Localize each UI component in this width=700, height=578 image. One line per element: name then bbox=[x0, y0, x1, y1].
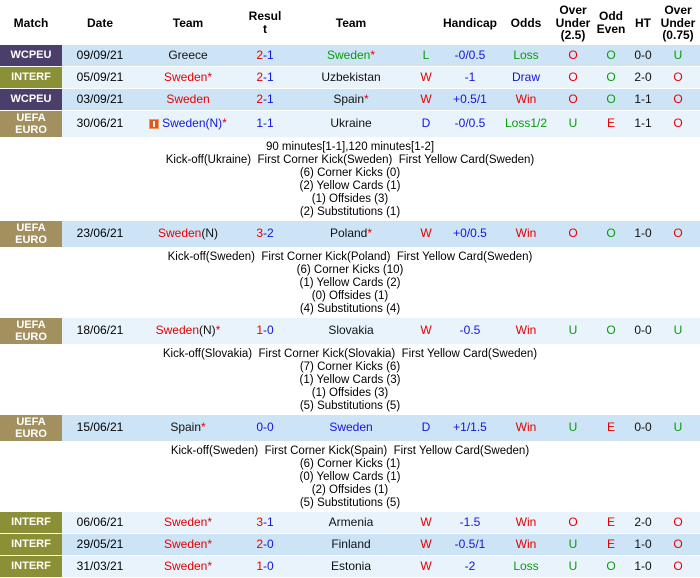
team-text-segment: -1 bbox=[263, 91, 274, 106]
handicap-value: -1 bbox=[442, 67, 498, 88]
team-text-segment: Sweden bbox=[163, 536, 208, 551]
over-under-0-75-result: O bbox=[656, 534, 700, 555]
over-under-0-75-result: O bbox=[656, 89, 700, 110]
handicap-value: -0.5 bbox=[442, 318, 498, 344]
odds-result: Win bbox=[498, 534, 554, 555]
over-under-0-75-result: U bbox=[656, 318, 700, 344]
match-score bbox=[238, 45, 292, 66]
odd-even-result: O bbox=[592, 67, 630, 88]
over-under-2-5-result: U bbox=[554, 556, 592, 577]
col-header-odds: Odds bbox=[510, 15, 542, 30]
away-team[interactable] bbox=[292, 556, 410, 577]
odds-result: Win bbox=[498, 318, 554, 344]
home-team[interactable] bbox=[138, 221, 238, 247]
odds-result: Draw bbox=[498, 67, 554, 88]
half-time-score: 0-0 bbox=[630, 318, 656, 344]
team-text-segment: -2 bbox=[263, 226, 274, 240]
league-badge[interactable]: UEFA EURO bbox=[0, 221, 62, 247]
away-team[interactable] bbox=[292, 415, 410, 441]
team-text-segment: -0 bbox=[263, 323, 274, 337]
team-text-segment: -1 bbox=[263, 69, 274, 84]
team-text-segment: Spain bbox=[333, 91, 365, 106]
detail-line-stat: (1) Yellow Cards (3) bbox=[299, 373, 401, 386]
detail-line-kickoff: Kick-off(Ukraine) First Corner Kick(Sweden) First Yellow Card(Sweden) bbox=[165, 153, 535, 166]
team-text-segment: Sweden bbox=[163, 514, 208, 529]
match-details bbox=[0, 138, 700, 221]
over-under-0-75-result: U bbox=[656, 45, 700, 66]
detail-line-stat: (2) Yellow Cards (1) bbox=[299, 179, 401, 192]
team-text-segment: * bbox=[367, 226, 373, 240]
team-text-segment: Sweden bbox=[163, 69, 208, 84]
odds-result: Win bbox=[498, 512, 554, 533]
team-text-segment: Estonia bbox=[330, 558, 372, 573]
team-text-segment: Spain bbox=[170, 420, 202, 434]
team-text-segment: 0-0 bbox=[256, 420, 274, 434]
league-badge[interactable]: UEFA EURO bbox=[0, 415, 62, 441]
match-date: 06/06/21 bbox=[62, 512, 138, 533]
away-team[interactable] bbox=[292, 512, 410, 533]
league-badge[interactable]: WCPEU bbox=[0, 89, 62, 110]
league-badge[interactable]: UEFA EURO bbox=[0, 111, 62, 137]
team-text-segment: 3 bbox=[256, 514, 263, 529]
result-letter: W bbox=[410, 512, 442, 533]
team-text-segment: Sweden(N) bbox=[162, 116, 223, 130]
match-score bbox=[238, 415, 292, 441]
handicap-value: -2 bbox=[442, 556, 498, 577]
half-time-score: 2-0 bbox=[630, 67, 656, 88]
over-under-2-5-result: U bbox=[554, 111, 592, 137]
home-team[interactable] bbox=[138, 556, 238, 577]
detail-line-stat: (1) Offsides (3) bbox=[311, 386, 389, 399]
team-text-segment: Sweden bbox=[329, 420, 373, 434]
match-row[interactable] bbox=[0, 512, 700, 533]
team-text-segment: 1-1 bbox=[256, 116, 274, 130]
table-header-row bbox=[0, 0, 700, 45]
col-header-wld bbox=[410, 4, 442, 42]
team-text-segment: Sweden bbox=[166, 91, 210, 106]
over-under-2-5-result: U bbox=[554, 318, 592, 344]
detail-line-stat: (6) Corner Kicks (0) bbox=[299, 166, 401, 179]
match-row[interactable] bbox=[0, 318, 700, 344]
result-letter: D bbox=[410, 111, 442, 137]
col-header-result: Result bbox=[248, 9, 282, 36]
team-text-segment: * bbox=[207, 558, 213, 573]
handicap-value: -0/0.5 bbox=[442, 45, 498, 66]
team-text-segment: Sweden bbox=[157, 226, 202, 240]
card-icon bbox=[149, 119, 159, 129]
match-row[interactable] bbox=[0, 221, 700, 247]
match-date: 09/09/21 bbox=[62, 45, 138, 66]
home-team[interactable] bbox=[138, 318, 238, 344]
over-under-0-75-result: O bbox=[656, 512, 700, 533]
team-text-segment: -0 bbox=[263, 558, 274, 573]
away-team[interactable] bbox=[292, 534, 410, 555]
half-time-score: 1-1 bbox=[630, 111, 656, 137]
handicap-value: +0.5/1 bbox=[442, 89, 498, 110]
team-text-segment: * bbox=[201, 420, 206, 434]
over-under-2-5-result: O bbox=[554, 45, 592, 66]
team-text-segment: Sweden bbox=[326, 47, 371, 62]
detail-line-kickoff: Kick-off(Sweden) First Corner Kick(Spain) First Yellow Card(Sweden) bbox=[170, 444, 530, 457]
result-letter: D bbox=[410, 415, 442, 441]
team-text-segment: 2 bbox=[256, 47, 263, 62]
half-time-score: 1-0 bbox=[630, 221, 656, 247]
team-text-segment: -1 bbox=[263, 47, 274, 62]
odd-even-result: O bbox=[592, 89, 630, 110]
league-badge[interactable]: INTERF bbox=[0, 556, 62, 577]
detail-line-kickoff: Kick-off(Sweden) First Corner Kick(Poland) First Yellow Card(Sweden) bbox=[167, 250, 533, 263]
match-row[interactable] bbox=[0, 111, 700, 137]
team-text-segment: Greece bbox=[168, 47, 208, 62]
over-under-2-5-result: U bbox=[554, 534, 592, 555]
match-date: 30/06/21 bbox=[62, 111, 138, 137]
home-team[interactable] bbox=[138, 89, 238, 110]
league-badge[interactable]: INTERF bbox=[0, 67, 62, 88]
match-date: 05/09/21 bbox=[62, 67, 138, 88]
detail-line-stat: (1) Offsides (3) bbox=[311, 192, 389, 205]
detail-line-stat: (2) Offsides (1) bbox=[311, 483, 389, 496]
odd-even-result: E bbox=[592, 512, 630, 533]
half-time-score: 1-0 bbox=[630, 534, 656, 555]
col-header-over-under-0-75: Over Under (0.75) bbox=[660, 3, 696, 42]
team-text-segment: * bbox=[207, 69, 213, 84]
away-team[interactable] bbox=[292, 318, 410, 344]
team-text-segment: -0 bbox=[263, 536, 274, 551]
team-text-segment: 1 bbox=[256, 323, 263, 337]
team-text-segment: Sweden bbox=[163, 558, 208, 573]
team-text-segment: -1 bbox=[263, 514, 274, 529]
league-badge[interactable]: INTERF bbox=[0, 534, 62, 555]
away-team[interactable] bbox=[292, 45, 410, 66]
team-text-segment: 2 bbox=[256, 536, 263, 551]
col-header-team-home: Team bbox=[172, 15, 204, 30]
col-header-odd-even: Odd Even bbox=[596, 9, 626, 36]
away-team[interactable] bbox=[292, 89, 410, 110]
away-team[interactable] bbox=[292, 111, 410, 137]
handicap-value: -0/0.5 bbox=[442, 111, 498, 137]
team-text-segment: Poland bbox=[329, 226, 368, 240]
match-row[interactable] bbox=[0, 415, 700, 441]
odds-result: Loss bbox=[498, 45, 554, 66]
team-text-segment: * bbox=[370, 47, 376, 62]
league-badge[interactable]: INTERF bbox=[0, 512, 62, 533]
detail-line-stat: (4) Substitutions (4) bbox=[299, 302, 401, 315]
league-badge[interactable]: WCPEU bbox=[0, 45, 62, 66]
detail-line-stat: (0) Yellow Cards (1) bbox=[299, 470, 401, 483]
over-under-0-75-result: O bbox=[656, 556, 700, 577]
col-header-date: Date bbox=[86, 15, 113, 30]
match-date: 18/06/21 bbox=[62, 318, 138, 344]
handicap-value: +0/0.5 bbox=[442, 221, 498, 247]
team-text-segment: 3 bbox=[256, 226, 263, 240]
home-team[interactable] bbox=[138, 534, 238, 555]
result-letter: W bbox=[410, 534, 442, 555]
team-text-segment: * bbox=[207, 536, 213, 551]
odd-even-result: O bbox=[592, 556, 630, 577]
result-letter: L bbox=[410, 45, 442, 66]
match-date: 23/06/21 bbox=[62, 221, 138, 247]
match-score bbox=[238, 221, 292, 247]
col-header-handicap: Handicap bbox=[442, 15, 497, 30]
odd-even-result: O bbox=[592, 318, 630, 344]
team-text-segment: (N) bbox=[201, 226, 219, 240]
detail-line-stat: (0) Offsides (1) bbox=[311, 289, 389, 302]
over-under-0-75-result: O bbox=[656, 221, 700, 247]
match-details bbox=[0, 345, 700, 415]
detail-line-stat: (5) Substitutions (5) bbox=[299, 496, 401, 509]
team-text-segment: 1 bbox=[256, 558, 263, 573]
detail-line-stat: (6) Corner Kicks (1) bbox=[299, 457, 401, 470]
col-header-match: Match bbox=[13, 15, 49, 30]
home-team[interactable] bbox=[138, 45, 238, 66]
team-text-segment: * bbox=[222, 116, 227, 130]
match-row[interactable] bbox=[0, 89, 700, 110]
over-under-2-5-result: O bbox=[554, 67, 592, 88]
odd-even-result: O bbox=[592, 221, 630, 247]
match-date: 15/06/21 bbox=[62, 415, 138, 441]
match-score bbox=[238, 556, 292, 577]
half-time-score: 0-0 bbox=[630, 415, 656, 441]
odd-even-result: E bbox=[592, 111, 630, 137]
odd-even-result: E bbox=[592, 534, 630, 555]
detail-line-stat: (7) Corner Kicks (6) bbox=[299, 360, 401, 373]
match-row[interactable] bbox=[0, 556, 700, 577]
home-team[interactable] bbox=[138, 512, 238, 533]
col-header-over-under-2-5: Over Under (2.5) bbox=[555, 3, 591, 42]
odds-result: Win bbox=[498, 415, 554, 441]
match-row[interactable] bbox=[0, 67, 700, 88]
handicap-value: +1/1.5 bbox=[442, 415, 498, 441]
away-team[interactable] bbox=[292, 221, 410, 247]
detail-line-stat: (6) Corner Kicks (10) bbox=[296, 263, 404, 276]
match-date: 03/09/21 bbox=[62, 89, 138, 110]
half-time-score: 2-0 bbox=[630, 512, 656, 533]
team-text-segment: Armenia bbox=[328, 514, 374, 529]
result-letter: W bbox=[410, 67, 442, 88]
odd-even-result: O bbox=[592, 45, 630, 66]
team-text-segment: * bbox=[364, 91, 369, 106]
team-text-segment: Uzbekistan bbox=[321, 69, 381, 84]
match-score bbox=[238, 318, 292, 344]
handicap-value: -0.5/1 bbox=[442, 534, 498, 555]
home-team[interactable] bbox=[138, 67, 238, 88]
home-team[interactable] bbox=[138, 415, 238, 441]
over-under-0-75-result: U bbox=[656, 415, 700, 441]
league-badge[interactable]: UEFA EURO bbox=[0, 318, 62, 344]
odds-result: Win bbox=[498, 221, 554, 247]
over-under-2-5-result: O bbox=[554, 221, 592, 247]
match-details bbox=[0, 442, 700, 512]
half-time-score: 1-1 bbox=[630, 89, 656, 110]
odds-result: Win bbox=[498, 89, 554, 110]
team-text-segment: * bbox=[207, 514, 213, 529]
team-text-segment: 2 bbox=[256, 69, 263, 84]
over-under-2-5-result: O bbox=[554, 89, 592, 110]
match-details bbox=[0, 248, 700, 318]
team-text-segment: Sweden bbox=[155, 323, 200, 337]
handicap-value: -1.5 bbox=[442, 512, 498, 533]
match-score bbox=[238, 111, 292, 137]
team-text-segment: (N) bbox=[199, 323, 216, 337]
match-row[interactable] bbox=[0, 534, 700, 555]
team-text-segment: 2 bbox=[256, 91, 263, 106]
match-date: 29/05/21 bbox=[62, 534, 138, 555]
over-under-2-5-result: U bbox=[554, 415, 592, 441]
detail-line-stat: (2) Substitutions (1) bbox=[299, 205, 401, 218]
match-score bbox=[238, 67, 292, 88]
match-date: 31/03/21 bbox=[62, 556, 138, 577]
detail-line-minutes: 90 minutes[1-1],120 minutes[1-2] bbox=[265, 140, 435, 153]
detail-line-stat: (1) Yellow Cards (2) bbox=[299, 276, 401, 289]
match-score bbox=[238, 534, 292, 555]
col-header-ht: HT bbox=[635, 15, 651, 30]
table-body bbox=[0, 45, 700, 577]
result-letter: W bbox=[410, 89, 442, 110]
result-letter: W bbox=[410, 556, 442, 577]
odds-result: Loss1/2 bbox=[498, 111, 554, 137]
over-under-0-75-result: O bbox=[656, 67, 700, 88]
detail-line-kickoff: Kick-off(Slovakia) First Corner Kick(Slovakia) First Yellow Card(Sweden) bbox=[162, 347, 538, 360]
match-score bbox=[238, 512, 292, 533]
team-text-segment: Finland bbox=[331, 536, 371, 551]
result-letter: W bbox=[410, 221, 442, 247]
half-time-score: 0-0 bbox=[630, 45, 656, 66]
over-under-0-75-result: O bbox=[656, 111, 700, 137]
home-team[interactable] bbox=[138, 111, 238, 137]
odd-even-result: E bbox=[592, 415, 630, 441]
team-text-segment: Slovakia bbox=[328, 323, 374, 337]
team-text-segment: Ukraine bbox=[330, 116, 372, 130]
match-row[interactable] bbox=[0, 45, 700, 66]
col-header-team-away: Team bbox=[335, 15, 367, 30]
detail-line-stat: (5) Substitutions (5) bbox=[299, 399, 401, 412]
away-team[interactable] bbox=[292, 67, 410, 88]
odds-result: Loss bbox=[498, 556, 554, 577]
half-time-score: 1-0 bbox=[630, 556, 656, 577]
match-score bbox=[238, 89, 292, 110]
team-text-segment: * bbox=[215, 323, 221, 337]
result-letter: W bbox=[410, 318, 442, 344]
over-under-2-5-result: O bbox=[554, 512, 592, 533]
